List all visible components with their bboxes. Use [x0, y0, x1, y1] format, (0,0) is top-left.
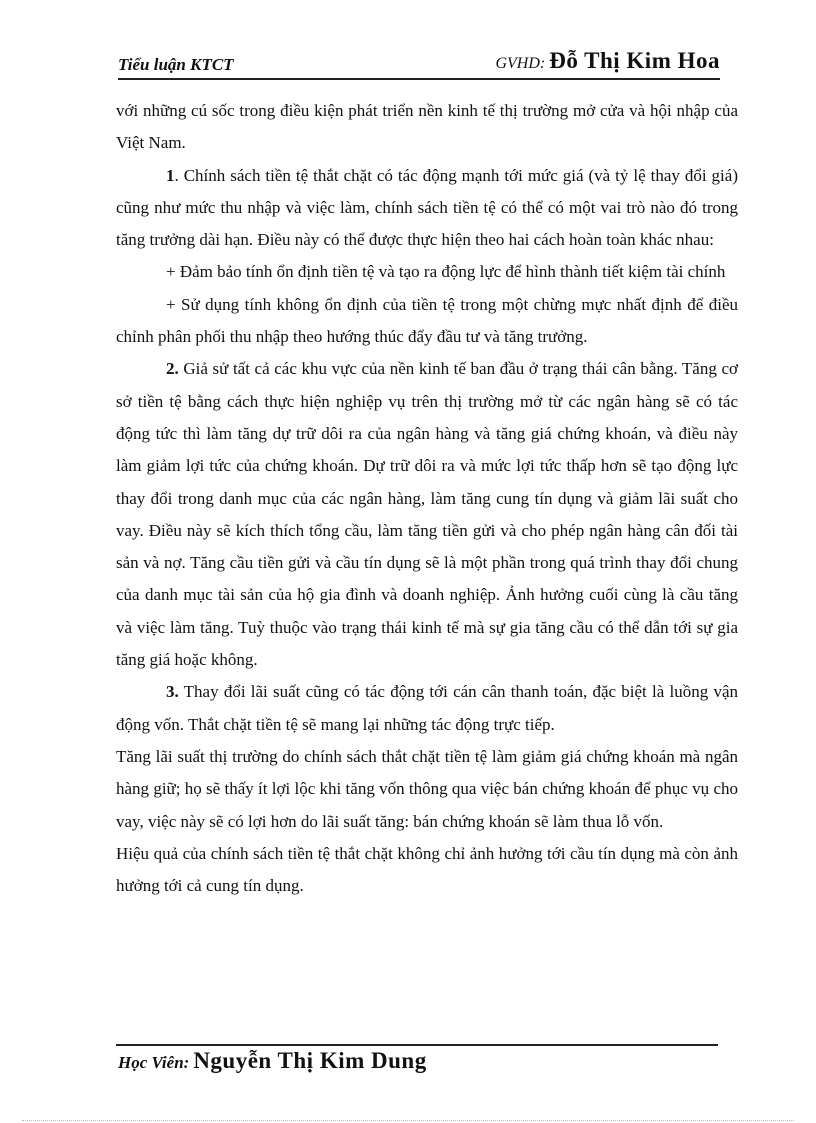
paragraph-text: . Chính sách tiền tệ thắt chặt có tác động mạnh tới mức giá (và tỷ lệ thay đổi giá) cũng như mức thu nhập và việc làm, chính sách tiền tệ có thể có một vai trò nào đó trong tăng trưởng dài hạn. Điều này có thể được thực hiện theo hai cách hoàn toàn khác nhau: — [116, 165, 738, 250]
supervisor-name: Đỗ Thị Kim Hoa — [549, 48, 720, 73]
page-header — [118, 48, 720, 80]
supervisor-info — [495, 48, 720, 74]
student-name: Nguyễn Thị Kim Dung — [193, 1048, 427, 1073]
paragraph-text: Thay đổi lãi suất cũng có tác động tới cán cân thanh toán, đặc biệt là luồng vận động vốn. Thắt chặt tiền tệ sẽ mang lại những tác động trực tiếp. — [116, 682, 738, 734]
page-footer — [118, 1048, 427, 1074]
supervisor-label: GVHD: — [495, 55, 546, 72]
document-body — [116, 95, 738, 902]
bullet-paragraph — [116, 256, 738, 288]
body-paragraph — [116, 741, 738, 838]
paragraph-text: + Sử dụng tính không ổn định của tiền tệ trong một chừng mực nhất định để điều chỉnh phân phối thu nhập theo hướng thúc đẩy đầu tư và tăng trưởng. — [116, 294, 738, 347]
body-paragraph — [116, 95, 738, 160]
page-bottom-edge — [22, 1120, 794, 1121]
body-paragraph — [116, 353, 738, 676]
body-paragraph — [116, 838, 738, 903]
item-number: 2. — [166, 359, 179, 379]
paragraph-text: + Đảm bảo tính ổn định tiền tệ và tạo ra động lực để hình thành tiết kiệm tài chính — [166, 262, 726, 282]
report-title: Tiểu luận KTCT — [118, 55, 234, 74]
paragraph-text: với những cú sốc trong điều kiện phát triển nền kinh tế thị trường mở cửa và hội nhập của Việt Nam. — [116, 101, 738, 153]
body-paragraph — [116, 676, 738, 741]
bullet-paragraph — [116, 289, 738, 354]
item-number: 1 — [166, 165, 175, 185]
item-number: 3. — [166, 682, 179, 702]
footer-divider — [116, 1044, 718, 1046]
paragraph-text: Hiệu quả của chính sách tiền tệ thắt chặt không chỉ ảnh hưởng tới cầu tín dụng mà còn ảnh hưởng tới cả cung tín dụng. — [116, 843, 738, 896]
paragraph-text: Giả sử tất cả các khu vực của nền kinh tế ban đầu ở trạng thái cân bằng. Tăng cơ sở tiền tệ bằng cách thực hiện nghiệp vụ trên thị trường mở từ các ngân hàng sẽ có tác động tức thì làm tăng dự trữ dôi ra của ngân hàng và tăng giá chứng khoán, và điều này làm giảm lợi tức của chứng khoán. Dự trữ dôi ra và mức lợi tức thấp hơn sẽ tạo động lực thay đổi trong danh mục của các ngân hàng, làm tăng cung tín dụng và giảm lãi suất cho vay. Điều này sẽ kích thích tổng cầu, làm tăng tiền gửi và cho phép ngân hàng cân đối tài sản và nợ. Tăng cầu tiền gửi và cầu tín dụng sẽ là một phần trong quá trình thay đổi chung của danh mục tài sản của hộ gia đình và doanh nghiệp. Ảnh hưởng cuối cùng là cầu tăng và việc làm tăng. Tuỳ thuộc vào trạng thái kinh tế mà sự gia tăng cầu có thể dẫn tới sự gia tăng giá hoặc không. — [116, 359, 738, 670]
paragraph-text: Tăng lãi suất thị trường do chính sách thắt chặt tiền tệ làm giảm giá chứng khoán mà ngân hàng giữ; họ sẽ thấy ít lợi lộc khi tăng vốn thông qua việc bán chứng khoán để phục vụ cho vay, việc này sẽ có lợi hơn do lãi suất tăng: bán chứng khoán sẽ làm thua lỗ vốn. — [116, 746, 738, 831]
body-paragraph — [116, 160, 738, 257]
student-label: Học Viên: — [118, 1053, 190, 1072]
